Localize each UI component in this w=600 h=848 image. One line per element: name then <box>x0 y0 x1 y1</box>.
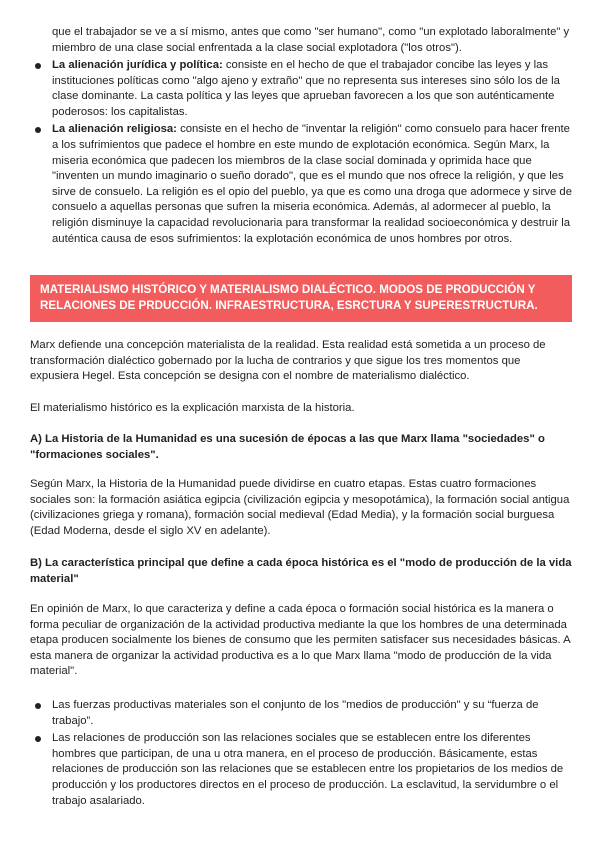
bullet-icon <box>35 736 41 742</box>
term-label: La alienación jurídica y política: <box>52 59 223 71</box>
item-text: Las relaciones de producción son las relaciones sociales que se establecen entre los diferentes hombres que participan, de una u otra manera, en el proceso de producción. Básicamente, estas relaciones de producción son las relaciones que se establecen entre los propietarios de los medios de producción y los productores directos en el proceso de producción. La esclavitud, la servidumbre o el trabajo asalariado. <box>52 732 564 807</box>
term-label: La alienación religiosa: <box>52 123 177 136</box>
paragraph-dialectic: Marx defiende una concepción materialista de la realidad. Esta realidad está sometida a un proceso de transformación dialéctico gobernado por la lucha de contrarios y que sigue los tres momentos que expusiera Hegel. Esta concepción se designa con el nombre de materialismo dialéctico. <box>30 339 546 383</box>
paragraph-a: Según Marx, la Historia de la Humanidad puede dividirse en cuatro etapas. Estas cuatro formaciones sociales son: la formación asiática egipcia (civilización egipcia y mesopotámica), la formación social antigua (civilizaciones griega y romana), formación social medieval (Edad Media), y la formación social burguesa (Edad Moderna, desde el siglo XV en adelante). <box>30 478 570 537</box>
bullet-icon <box>35 127 41 133</box>
list-item <box>30 122 572 247</box>
bullet-icon <box>35 63 41 69</box>
bullet-icon <box>35 703 41 709</box>
list-item <box>30 698 572 729</box>
list-item <box>30 731 572 809</box>
term-description: consiste en el hecho de "inventar la religión" como consuelo para hacer frente a los sufrimientos que padece el hombre en este mundo de explotación económica. Según Marx, la miseria económica que padecen los miembros de la clase social dominada y oprimida hace que "inventen un mundo imaginario o sueño dorado", que es el mundo que nos ofrece la religión, y que les sirve de consuelo. La religión es el opio del pueblo, ya que es como una droga que adormece y sirve de consuelo a aquellas personas que sufren la miseria económica. Además, al adormecer al pueblo, la religión disminuye la capacidad revolucionaria para transformar la realidad socioeconómica y destruir la auténtica causa de esos sufrimientos: la explotación económica de unos hombres por otros. <box>52 123 572 245</box>
alienation-list <box>30 58 572 249</box>
heading-a: A) La Historia de la Humanidad es una sucesión de épocas a las que Marx llama "sociedades" o "formaciones sociales". <box>30 433 545 461</box>
item-text: Las fuerzas productivas materiales son el conjunto de los "medios de producción" y su “fuerza de trabajo”. <box>52 699 539 727</box>
paragraph-b: En opinión de Marx, lo que caracteriza y define a cada época o formación social histórica es la manera o forma peculiar de organización de la actividad productiva mediante la que los hombres de una determinada etapa producen socialmente los bienes de consumo que les permiten satisfacer sus necesidades básicas. A esta manera de organizar la actividad productiva es a lo que Marx llama "modo de producción de la vida material". <box>30 603 571 678</box>
term-description: consiste en el hecho de que el trabajador concibe las leyes y las instituciones políticas como "algo ajeno y extraño" que no representa sus intereses sino sólo los de la clase dominante. La casta política y las leyes que aprueban favorecen a los que son auténticamente poderosos: los capitalistas. <box>52 59 560 118</box>
list-item <box>30 58 572 120</box>
paragraph-historic: El materialismo histórico es la explicación marxista de la historia. <box>30 402 355 414</box>
continuation-paragraph: que el trabajador se ve a sí mismo, antes que como "ser humano", como "un explotado laboralmente" y miembro de una clase social enfrentada a la clase social explotadora ("los otros"). <box>52 26 570 54</box>
section-banner: MATERIALISMO HISTÓRICO Y MATERIALISMO DIALÉCTICO. MODOS DE PRODUCCIÓN Y RELACIONES DE PRDUCCIÓN. INFRAESTRUCTURA, ESRCTURA Y SUPERESTRUCTURA. <box>30 275 572 322</box>
production-list <box>30 698 572 811</box>
heading-b: B) La característica principal que define a cada época histórica es el "modo de producción de la vida material" <box>30 557 572 585</box>
